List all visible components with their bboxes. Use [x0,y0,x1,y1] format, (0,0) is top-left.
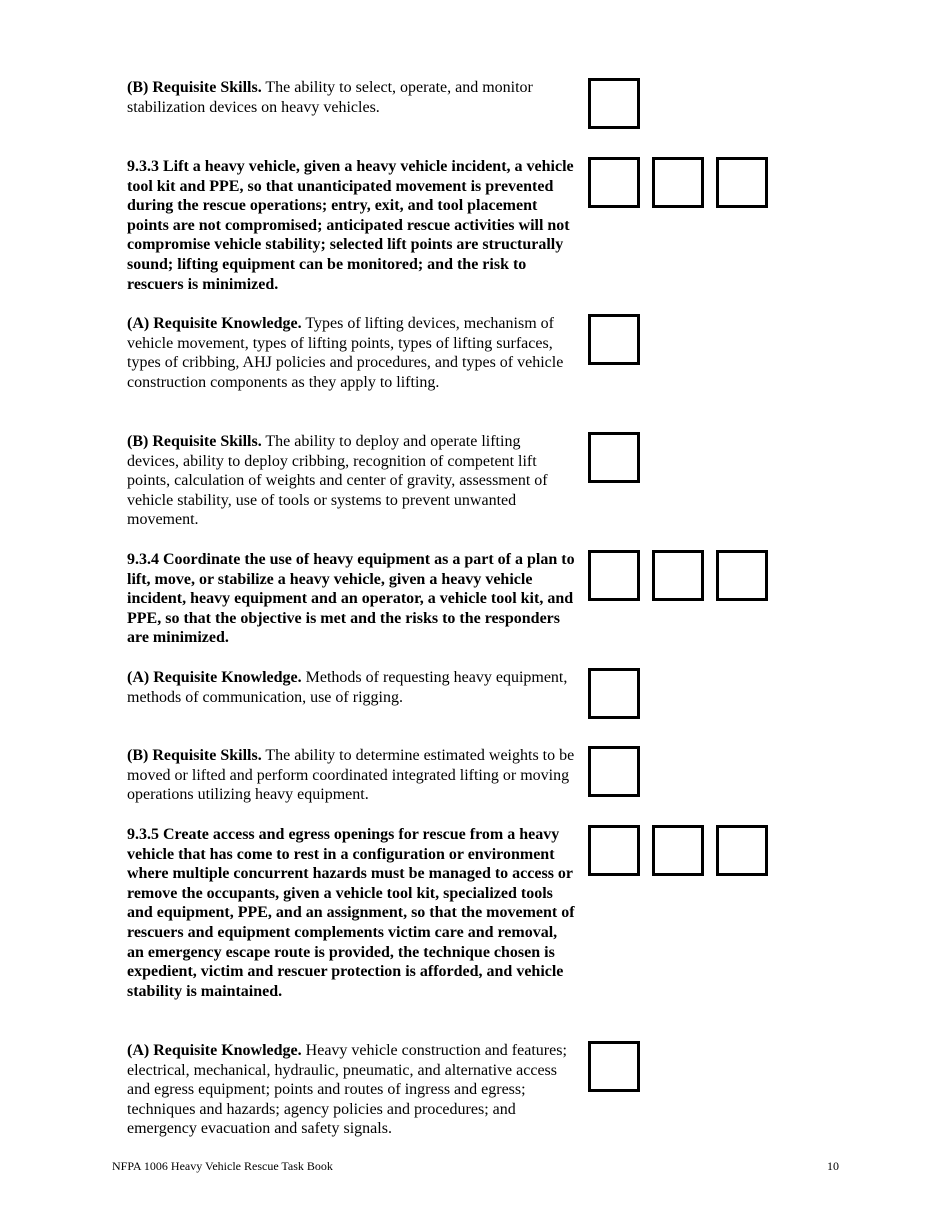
section-text: Types of lifting devices, mechanism of vehicle movement, types of lifting points, types of lifting surfaces, types of cribbing, AHJ policies and procedures, and types of vehicle construction components as they apply to lifting. [127,315,564,391]
jpr-text: 9.3.4 Coordinate the use of heavy equipment as a part of a plan to lift, move, or stabilize a heavy vehicle, given a heavy vehicle incident, heavy equipment and an operator, a vehicle tool kit, and PPE, so that the objective is met and the risks to the responders are minimized. [127,551,575,647]
section-heading: (B) Requisite Skills. [127,747,262,764]
signoff-checkbox[interactable] [588,746,640,797]
section-heading: (A) Requisite Knowledge. [127,1042,302,1059]
signoff-checkbox[interactable] [588,668,640,719]
signoff-checkbox[interactable] [588,157,640,208]
requisite-knowledge-9-3-5 [127,1041,575,1139]
signoff-checkbox[interactable] [588,78,640,129]
signoff-checkbox[interactable] [588,432,640,483]
signoff-checkbox[interactable] [652,825,704,876]
section-heading: (A) Requisite Knowledge. [127,669,302,686]
signoff-checkbox[interactable] [716,825,768,876]
section-heading: (A) Requisite Knowledge. [127,315,302,332]
requisite-skills-9-3-2 [127,78,575,117]
signoff-boxes [588,1041,640,1092]
section-text: The ability to determine estimated weights to be moved or lifted and perform coordinated integrated lifting or moving operations utilizing heavy equipment. [127,747,575,804]
signoff-checkbox[interactable] [588,1041,640,1092]
jpr-9-3-5 [127,825,575,1001]
footer-title: NFPA 1006 Heavy Vehicle Rescue Task Book [112,1159,333,1173]
jpr-text: 9.3.5 Create access and egress openings for rescue from a heavy vehicle that has come to rest in a configuration or environment where multiple concurrent hazards must be managed to access or remove the occupants, given a vehicle tool kit, specialized tools and equipment, PPE, and an assignment, so that the movement of rescuers and equipment complements victim care and removal, an emergency escape route is provided, the technique chosen is expedient, victim and rescuer protection is afforded, and vehicle stability is maintained. [127,826,575,1000]
requisite-skills-9-3-4 [127,746,575,805]
page-number: 10 [827,1159,839,1173]
signoff-boxes [588,78,640,129]
signoff-checkbox[interactable] [588,550,640,601]
section-text: The ability to deploy and operate lifting devices, ability to deploy cribbing, recognition of competent lift points, calculation of weights and center of gravity, assessment of vehicle stability, use of tools or systems to prevent unwanted movement. [127,433,548,529]
signoff-boxes [588,825,768,876]
section-heading: (B) Requisite Skills. [127,433,262,450]
signoff-checkbox[interactable] [716,550,768,601]
signoff-boxes [588,668,640,719]
jpr-9-3-4 [127,550,575,648]
signoff-checkbox[interactable] [588,825,640,876]
requisite-knowledge-9-3-3 [127,314,575,392]
signoff-checkbox[interactable] [652,157,704,208]
signoff-boxes [588,746,640,797]
section-heading: (B) Requisite Skills. [127,79,262,96]
signoff-boxes [588,550,768,601]
signoff-boxes [588,432,640,483]
signoff-checkbox[interactable] [588,314,640,365]
requisite-knowledge-9-3-4 [127,668,575,707]
signoff-checkbox[interactable] [716,157,768,208]
section-text: The ability to select, operate, and monitor stabilization devices on heavy vehicles. [127,79,533,116]
signoff-boxes [588,314,640,365]
signoff-boxes [588,157,768,208]
section-text: Heavy vehicle construction and features; electrical, mechanical, hydraulic, pneumatic, and alternative access and egress equipment; points and routes of ingress and egress; techniques and hazards; agency policies and procedures; and emergency evacuation and safety signals. [127,1042,567,1138]
jpr-text: 9.3.3 Lift a heavy vehicle, given a heavy vehicle incident, a vehicle tool kit and PPE, so that unanticipated movement is prevented during the rescue operations; entry, exit, and tool placement points are not compromised; anticipated rescue activities will not compromise vehicle stability; selected lift points are structurally sound; lifting equipment can be monitored; and the risk to rescuers is minimized. [127,158,574,293]
requisite-skills-9-3-3 [127,432,575,530]
signoff-checkbox[interactable] [652,550,704,601]
section-text: Methods of requesting heavy equipment, methods of communication, use of rigging. [127,669,568,706]
jpr-9-3-3 [127,157,575,294]
